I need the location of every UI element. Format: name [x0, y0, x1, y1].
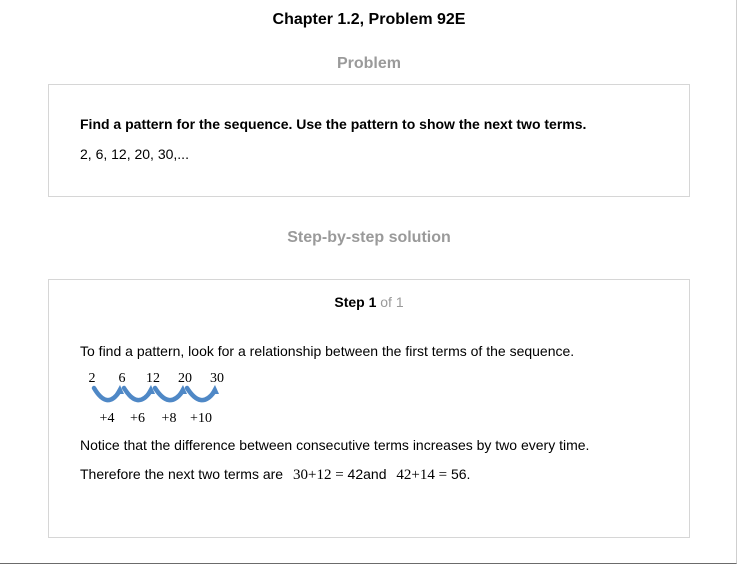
- difference-label: +4: [99, 411, 115, 426]
- sequence-term: 12: [146, 371, 160, 386]
- problem-box: [48, 84, 690, 197]
- problem-heading: Problem: [336, 55, 401, 72]
- sequence-term: 6: [118, 371, 126, 386]
- difference-arrowhead: [210, 385, 219, 394]
- problem-sequence: 2, 6, 12, 20, 30,...: [80, 146, 189, 162]
- solution-heading: Step-by-step solution: [287, 229, 451, 246]
- page-title: Chapter 1.2, Problem 92E: [272, 11, 466, 28]
- difference-label: +6: [130, 411, 145, 426]
- step-count: of 1: [376, 294, 404, 310]
- difference-arrow: [94, 388, 119, 400]
- step-label: Step 1: [334, 294, 377, 310]
- solution-intro: To find a pattern, look for a relationship between the first terms of the sequence.: [80, 343, 575, 359]
- conclusion-expression-1: 30+12 =: [292, 467, 344, 483]
- problem-question: Find a pattern for the sequence. Use the pattern to show the next two terms.: [80, 116, 587, 132]
- difference-arrow: [187, 388, 214, 400]
- difference-arrow: [155, 388, 182, 400]
- difference-label: +8: [161, 411, 177, 426]
- sequence-term: 30: [210, 371, 224, 386]
- difference-diagram: [82, 366, 252, 430]
- sequence-term: 2: [88, 371, 96, 386]
- solution-notice: Notice that the difference between consecutive terms increases by two every time.: [80, 437, 590, 453]
- conclusion-value-2: 56.: [450, 466, 471, 482]
- conclusion-prefix: Therefore the next two terms are: [80, 466, 284, 482]
- solution-box: [48, 279, 690, 538]
- solution-conclusion: [80, 466, 470, 484]
- difference-label: +10: [190, 411, 212, 426]
- difference-arrow: [124, 388, 150, 400]
- conclusion-expression-2: 42+14 =: [396, 467, 448, 483]
- sequence-term: 20: [178, 371, 192, 386]
- conclusion-value-1: 42and: [347, 466, 387, 482]
- step-header: [49, 294, 689, 310]
